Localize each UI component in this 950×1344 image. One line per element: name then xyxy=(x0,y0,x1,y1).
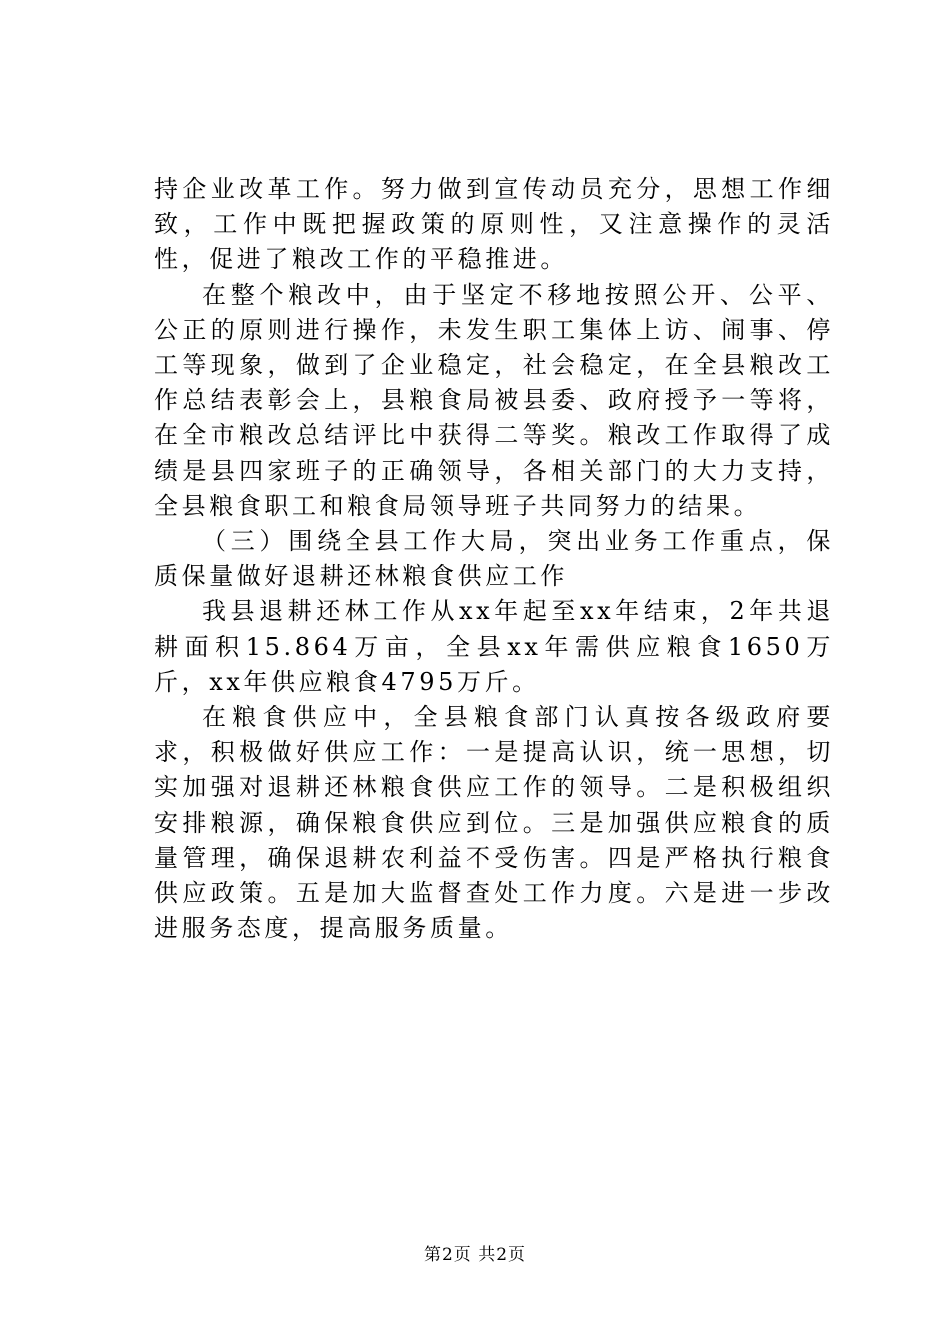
page-number-footer: 第2页 共2页 xyxy=(423,1245,527,1265)
paragraph-reforestation-stats: 我县退耕还林工作从xx年起至xx年结束，2年共退耕面积15.864万亩，全县xx年需供应粮食1650万斤，xx年供应粮食4795万斤。 xyxy=(154,597,834,696)
paragraph-continuation: 持企业改革工作。努力做到宣传动员充分，思想工作细致，工作中既把握政策的原则性，又注意操作的灵活性，促进了粮改工作的平稳推进。 xyxy=(154,175,834,274)
paragraph-grain-reform-result: 在整个粮改中，由于坚定不移地按照公开、公平、公正的原则进行操作，未发生职工集体上访、闹事、停工等现象，做到了企业稳定，社会稳定，在全县粮改工作总结表彰会上，县粮食局被县委、政府授予一等将，在全市粮改总结评比中获得二等奖。粮改工作取得了成绩是县四家班子的正确领导，各相关部门的大力支持，全县粮食职工和粮食局领导班子共同努力的结果。 xyxy=(154,280,834,520)
document-body xyxy=(154,172,834,946)
section-heading-3: （三）围绕全县工作大局，突出业务工作重点，保质保量做好退耕还林粮食供应工作 xyxy=(154,527,834,591)
paragraph-grain-supply-measures: 在粮食供应中，全县粮食部门认真按各级政府要求，积极做好供应工作：一是提高认识，统一思想，切实加强对退耕还林粮食供应工作的领导。二是积极组织安排粮源，确保粮食供应到位。三是加强供应粮食的质量管理，确保退耕农利益不受伤害。四是严格执行粮食供应政策。五是加大监督查处工作力度。六是进一步改进服务态度，提高服务质量。 xyxy=(154,703,834,943)
